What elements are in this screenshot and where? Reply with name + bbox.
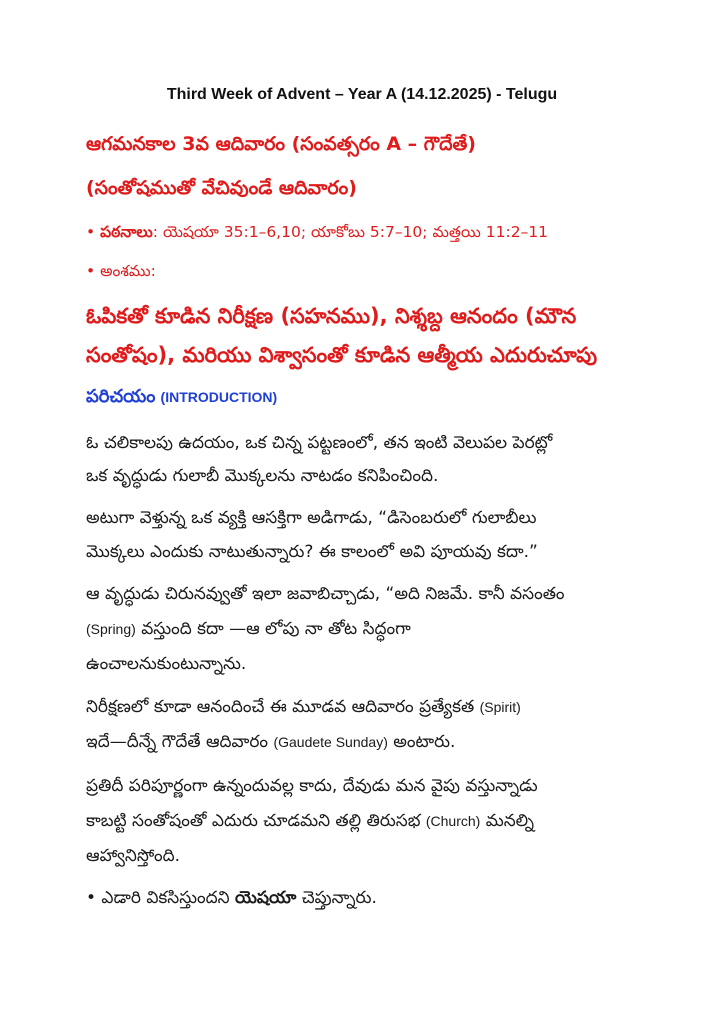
paragraph-6-end: చెప్తున్నారు.: [296, 888, 377, 908]
paragraph-3-line-1: ఆ వృద్ధుడు చిరునవ్వుతో ఇలా జవాబిచ్చాడు, “అది నిజమే. కానీ వసంతం: [86, 584, 565, 604]
paragraph-4-line-1: [86, 697, 521, 721]
paragraph-6-bullet: •: [86, 888, 97, 908]
readings-colon: :: [152, 223, 158, 241]
paragraph-4-line-2-text: ఇదే—దీన్నే గౌదేతే ఆదివారం: [86, 732, 274, 752]
heading-line-1: ఆగమనకాల 3వ ఆదివారం (సంవత్సరం A – గౌదేతే): [86, 133, 476, 155]
paragraph-3-line-3: ఉంచాలనుకుంటున్నాను.: [86, 654, 247, 674]
readings-label: పఠనాలు: [100, 223, 153, 241]
theme-bullet: •: [86, 262, 96, 280]
paragraph-3-line-2: [86, 619, 411, 643]
spirit-term: (Spirit): [479, 699, 521, 715]
theme-label: అంశము:: [100, 262, 156, 280]
paragraph-2-line-1: అటుగా వెళ్తున్న ఒక వ్యక్తి ఆసక్తిగా అడిగాడు, “డిసెంబరులో గులాబీలు: [86, 508, 537, 528]
theme-label-line: [86, 262, 156, 284]
paragraph-5-line-3: ఆహ్వానిస్తోంది.: [86, 846, 180, 866]
isaiah-name: యెషయా: [235, 888, 297, 908]
paragraph-4-line-1-text: నిరీక్షణలో కూడా ఆనందించే ఈ మూడవ ఆదివారం ప్రత్యేకత: [86, 697, 480, 717]
gaudete-sunday-term: (Gaudete Sunday): [273, 734, 388, 750]
paragraph-6-line: [86, 888, 377, 912]
paragraph-5-line-2-text: కాబట్టి సంతోషంతో ఎదురు చూడమని తల్లి తిరుసభ: [86, 811, 426, 831]
theme-line-1: ఓపికతో కూడిన నిరీక్షణ (సహనము), నిశ్శబ్ద ఆనందం (మౌన: [86, 304, 577, 328]
theme-line-2: సంతోషం), మరియు విశ్వాసంతో కూడిన ఆత్మీయ ఎదురుచూపు: [86, 343, 598, 367]
paragraph-4-line-2: [86, 732, 455, 756]
paragraph-1-line-2: ఒక వృద్ధుడు గులాబీ మొక్కలను నాటడం కనిపించింది.: [86, 466, 439, 486]
paragraph-5-line-2-end: మనల్ని: [480, 811, 534, 831]
paragraph-3-line-2-text: వస్తుంది కదా —ఆ లోపు నా తోట సిద్ధంగా: [135, 619, 411, 639]
readings-line: [86, 223, 548, 245]
church-term: (Church): [425, 813, 481, 829]
paragraph-5-line-2: [86, 811, 534, 835]
introduction-label-telugu: పరిచయం: [86, 386, 156, 407]
paragraph-2-line-2: మొక్కలు ఎందుకు నాటుతున్నారు? ఈ కాలంలో అవి పూయవు కదా.”: [86, 542, 538, 562]
paragraph-4-line-2-end: అంటారు.: [387, 732, 456, 752]
paragraph-6-text: ఎడారి వికసిస్తుందని: [96, 888, 236, 908]
introduction-heading: [86, 386, 277, 411]
readings-references: యెషయా 35:1–6,10; యాకోబు 5:7–10; మత్తయి 11:2–11: [162, 223, 549, 241]
spring-term: (Spring): [86, 621, 136, 637]
paragraph-1-line-1: ఓ చలికాలపు ఉదయం, ఒక చిన్న పట్టణంలో, తన ఇంటి వెలుపల పెరట్లో: [86, 433, 553, 453]
introduction-label-english: (INTRODUCTION): [160, 389, 278, 405]
paragraph-5-line-1: ప్రతిదీ పరిపూర్ణంగా ఉన్నందువల్ల కాదు, దేవుడు మన వైపు వస్తున్నాడు: [86, 776, 538, 796]
heading-line-2: (సంతోషముతో వేచివుండే ఆదివారం): [86, 177, 357, 199]
readings-bullet: •: [86, 223, 96, 241]
document-title: Third Week of Advent – Year A (14.12.2025) - Telugu: [166, 86, 558, 103]
